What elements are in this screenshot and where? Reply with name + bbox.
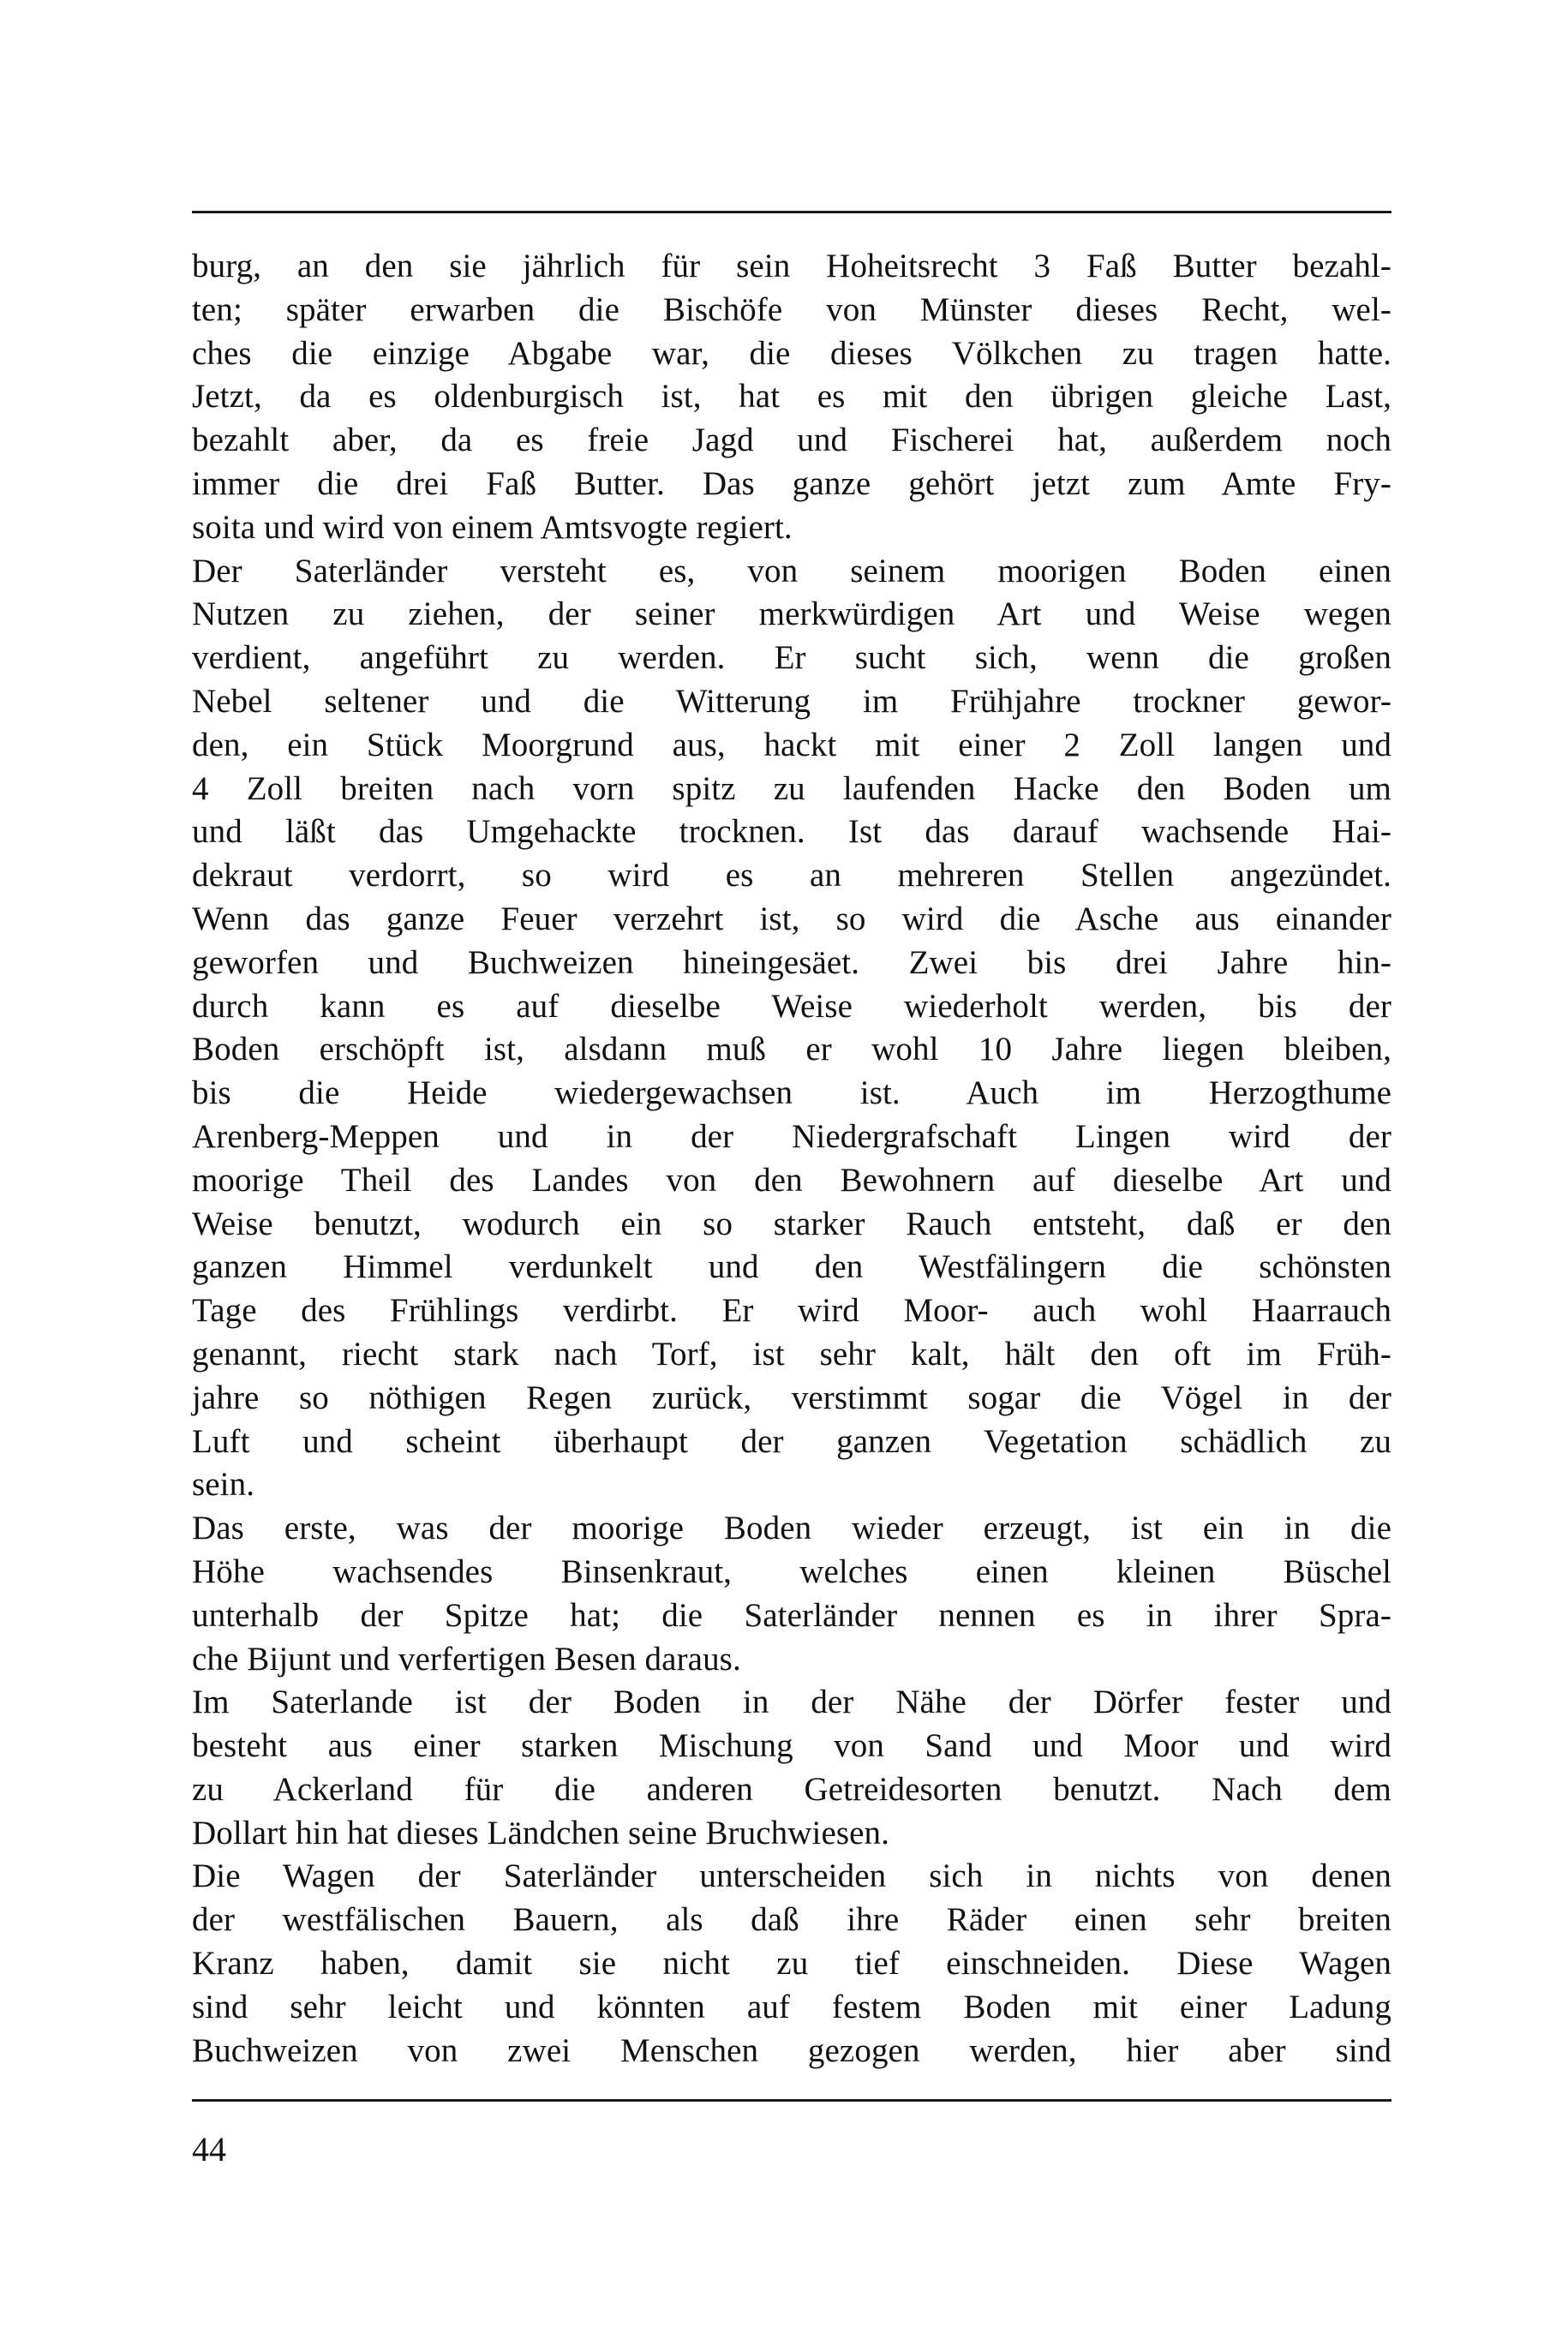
text-line: geworfen und Buchweizen hineingesäet. Zwei bis drei Jahre hin- <box>192 943 1391 981</box>
text-line: Weise benutzt, wodurch ein so starker Rauch entsteht, daß er den <box>192 1205 1391 1242</box>
paragraph <box>192 1681 1391 1855</box>
text-line: Dollart hin hat dieses Ländchen seine Bruchwiesen. <box>192 1814 890 1851</box>
text-line: Tage des Frühlings verdirbt. Er wird Moor- auch wohl Haarrauch <box>192 1292 1391 1330</box>
text-line: Buchweizen von zwei Menschen gezogen werden, hier aber sind <box>192 2031 1391 2069</box>
paragraph <box>192 1507 1391 1681</box>
text-line: jahre so nöthigen Regen zurück, verstimmt sogar die Vögel in der <box>192 1379 1391 1416</box>
text-line: ten; später erwarben die Bischöfe von Münster dieses Recht, wel- <box>192 290 1391 328</box>
text-line: ganzen Himmel verdunkelt und den Westfälingern die schönsten <box>192 1248 1391 1286</box>
text-line: ches die einzige Abgabe war, die dieses Völkchen zu tragen hatte. <box>192 334 1391 372</box>
text-line: Im Saterlande ist der Boden in der Nähe der Dörfer fester und <box>192 1684 1391 1721</box>
body-text <box>192 245 1391 2073</box>
text-line: Wenn das ganze Feuer verzehrt ist, so wird die Asche aus einander <box>192 900 1391 937</box>
paragraph <box>192 550 1391 1508</box>
text-line: Jetzt, da es oldenburgisch ist, hat es mit den übrigen gleiche Last, <box>192 378 1391 416</box>
text-line: Kranz haben, damit sie nicht zu tief einschneiden. Diese Wagen <box>192 1945 1391 1983</box>
text-line: zu Ackerland für die anderen Getreidesorten benutzt. Nach dem <box>192 1770 1391 1808</box>
text-line: 4 Zoll breiten nach vorn spitz zu laufenden Hacke den Boden um <box>192 769 1391 807</box>
text-line: sein. <box>192 1466 255 1504</box>
header-rule <box>192 211 1391 213</box>
text-line: Die Wagen der Saterländer unterscheiden sich in nichts von denen <box>192 1857 1391 1895</box>
text-line: genannt, riecht stark nach Torf, ist sehr kalt, hält den oft im Früh- <box>192 1335 1391 1373</box>
text-line: burg, an den sie jährlich für sein Hoheitsrecht 3 Faß Butter bezahl- <box>192 248 1391 284</box>
paragraph <box>192 245 1391 550</box>
text-line: sind sehr leicht und könnten auf festem Boden mit einer Ladung <box>192 1988 1391 2025</box>
text-line: Luft und scheint überhaupt der ganzen Vegetation schädlich zu <box>192 1422 1391 1460</box>
text-line: bezahlt aber, da es freie Jagd und Fischerei hat, außerdem noch <box>192 422 1391 459</box>
text-line: moorige Theil des Landes von den Bewohnern auf dieselbe Art und <box>192 1161 1391 1199</box>
text-line: che Bijunt und verfertigen Besen daraus. <box>192 1640 741 1678</box>
text-line: soita und wird von einem Amtsvogte regiert. <box>192 508 793 546</box>
text-line: verdient, angeführt zu werden. Er sucht sich, wenn die großen <box>192 639 1391 677</box>
text-line: Arenberg-Meppen und in der Niedergrafschaft Lingen wird der <box>192 1117 1391 1155</box>
text-line: der westfälischen Bauern, als daß ihre Räder einen sehr breiten <box>192 1901 1391 1939</box>
text-line: immer die drei Faß Butter. Das ganze gehört jetzt zum Amte Fry- <box>192 464 1391 502</box>
page-number: 44 <box>192 2130 226 2168</box>
text-line: und läßt das Umgehackte trocknen. Ist das darauf wachsende Hai- <box>192 813 1391 851</box>
text-line: Nebel seltener und die Witterung im Frühjahre trockner gewor- <box>192 682 1391 720</box>
text-line: Boden erschöpft ist, alsdann muß er wohl 10 Jahre liegen bleiben, <box>192 1031 1391 1068</box>
text-line: bis die Heide wiedergewachsen ist. Auch im Herzogthume <box>192 1074 1391 1112</box>
footer-rule <box>192 2099 1391 2102</box>
text-line: den, ein Stück Moorgrund aus, hackt mit einer 2 Zoll langen und <box>192 726 1391 763</box>
paragraph <box>192 1855 1391 2073</box>
text-line: Der Saterländer versteht es, von seinem moorigen Boden einen <box>192 552 1391 589</box>
text-line: besteht aus einer starken Mischung von Sand und Moor und wird <box>192 1727 1391 1765</box>
text-line: Nutzen zu ziehen, der seiner merkwürdigen Art und Weise wegen <box>192 595 1391 633</box>
text-line: Das erste, was der moorige Boden wieder erzeugt, ist ein in die <box>192 1510 1391 1547</box>
text-line: durch kann es auf dieselbe Weise wiederholt werden, bis der <box>192 987 1391 1025</box>
text-line: unterhalb der Spitze hat; die Saterländer nennen es in ihrer Spra- <box>192 1596 1391 1634</box>
text-line: dekraut verdorrt, so wird es an mehreren Stellen angezündet. <box>192 857 1391 894</box>
text-line: Höhe wachsendes Binsenkraut, welches einen kleinen Büschel <box>192 1552 1391 1590</box>
